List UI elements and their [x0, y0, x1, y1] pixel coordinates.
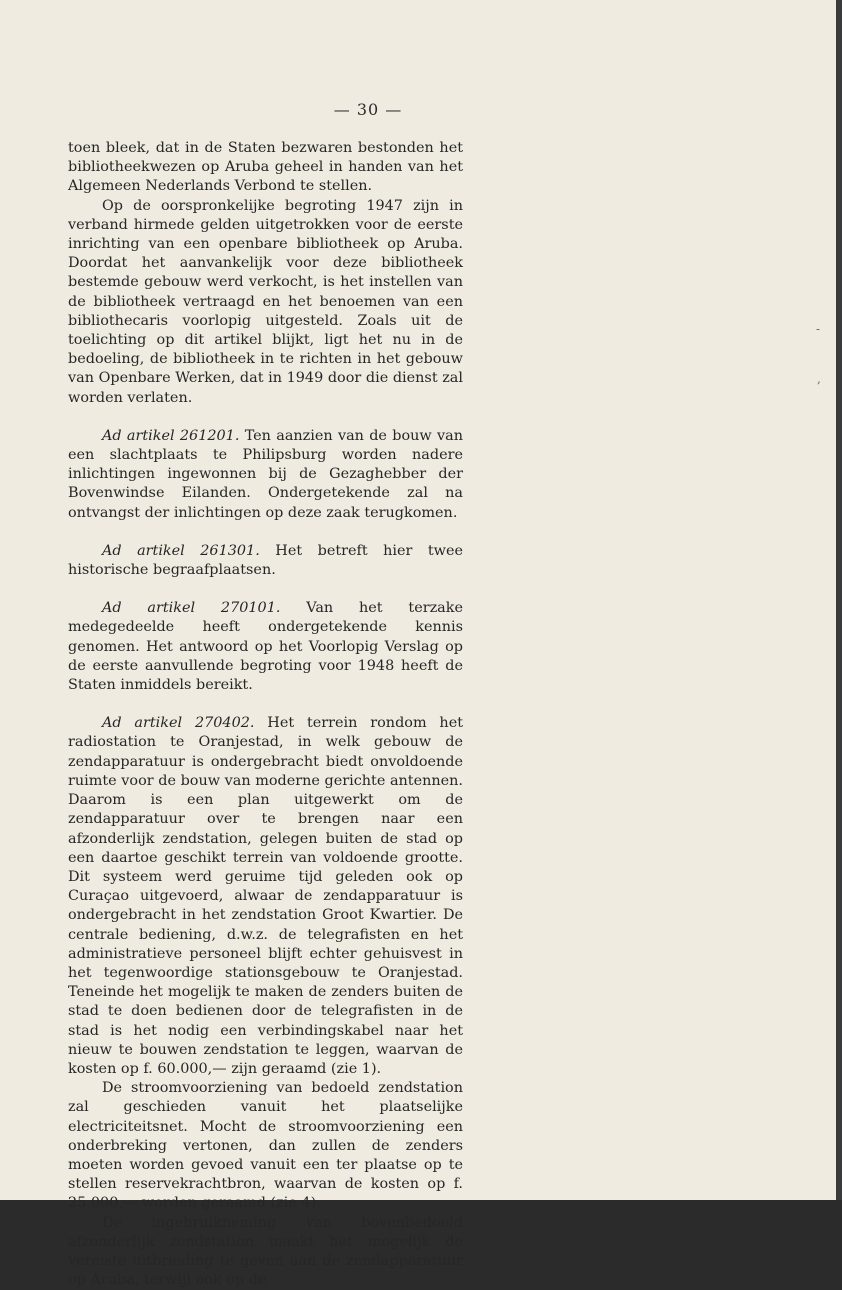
paragraph-1: [68, 139, 463, 197]
paragraph-ingebruikneming: [68, 1214, 463, 1290]
paragraph-ad-270402: [68, 714, 463, 1079]
scan-edge: [836, 0, 842, 1200]
paragraph-text: Ten aanzien van de bouw van een slachtplaats te Philipsburg worden nadere inlichtingen ingewonnen bij de Gezaghebber der Bovenwindse Eilanden. Ondergetekende zal na ontvangst der inlichtingen op deze zaak terugkomen.: [68, 427, 463, 521]
paragraph-stroomvoorziening: [68, 1079, 463, 1213]
article-label: Ad artikel 261201.: [102, 427, 240, 444]
paragraph-text: De stroomvoorziening van bedoeld zendstation zal geschieden vanuit het plaatselijke electriciteitsnet. Mocht de stroomvoorziening een onderbreking vertonen, dan zullen de zenders moeten worden gevoed vanuit een ter plaatse op te stellen reservekrachtbron, waarvan de kosten op f. 25.000,— worden geraamd (zie 4).: [68, 1080, 463, 1212]
paragraph-2: [68, 197, 463, 408]
paragraph-text: De ingebruikneming van bovenbedoeld afzonderlijk zendstation maakt het mogelijk de vereiste uitbreiding te geven aan de zendapparatuur op Aruba, terwijl ook op de: [68, 1214, 463, 1289]
paragraph-ad-261201: [68, 427, 463, 523]
paragraph-ad-270101: [68, 599, 463, 695]
margin-mark: ,: [817, 372, 821, 386]
article-label: Ad artikel 270101.: [102, 600, 281, 617]
paragraph-text: Op de oorspronkelijke begroting 1947 zijn in verband hirmede gelden uitgetrokken voor de eerste inrichting van een openbare bibliotheek op Aruba. Doordat het aanvankelijk voor deze bibliotheek bestemde gebouw werd verkocht, is het instellen van de bibliotheek vertraagd en het benoemen van een bibliothecaris voorlopig uitgesteld. Zoals uit de toelichting op dit artikel blijkt, ligt het nu in de bedoeling, de bibliotheek in te richten in het gebouw van Openbare Werken, dat in 1949 door die dienst zal worden verlaten.: [68, 197, 463, 406]
margin-mark: -: [816, 322, 821, 336]
paragraph-ad-261301: [68, 542, 463, 580]
paragraph-text: Van het terzake medegedeelde heeft ondergetekende kennis genomen. Het antwoord op het Voorlopig Verslag op de eerste aanvullende begroting voor 1948 heeft de Staten inmiddels bereikt.: [68, 600, 463, 694]
article-label: Ad artikel 270402.: [102, 715, 255, 732]
body-text: [68, 139, 463, 1290]
article-label: Ad artikel 261301.: [102, 542, 260, 559]
paragraph-text: Het betreft hier twee historische begraafplaatsen.: [68, 542, 463, 579]
paragraph-text: Het terrein rondom het radiostation te Oranjestad, in welk gebouw de zendapparatuur is ondergebracht biedt onvoldoende ruimte voor de bouw van moderne gerichte antennen. Daarom is een plan uitgewerkt om de zendapparatuur over te brengen naar een afzonderlijk zendstation, gelegen buiten de stad op een daartoe geschikt terrein van voldoende grootte. Dit systeem werd geruime tijd geleden ook op Curaçao uitgevoerd, alwaar de zendapparatuur is ondergebracht in het zendstation Groot Kwartier. De centrale bediening, d.w.z. de telegrafisten en het administratieve personeel blijft echter gehuisvest in het tegenwoordige stationsgebouw te Oranjestad. Teneinde het mogelijk te maken de zenders buiten de stad te doen bedienen door de telegrafisten in de stad is het nodig een verbindingskabel naar het nieuw te bouwen zendstation te leggen, waarvan de kosten op f. 60.000,— zijn geraamd (zie 1).: [68, 715, 463, 1077]
paragraph-text: toen bleek, dat in de Staten bezwaren bestonden het bibliotheekwezen op Aruba geheel in handen van het Algemeen Nederlands Verbond te stellen.: [68, 140, 463, 195]
page-number: — 30 —: [333, 100, 403, 119]
